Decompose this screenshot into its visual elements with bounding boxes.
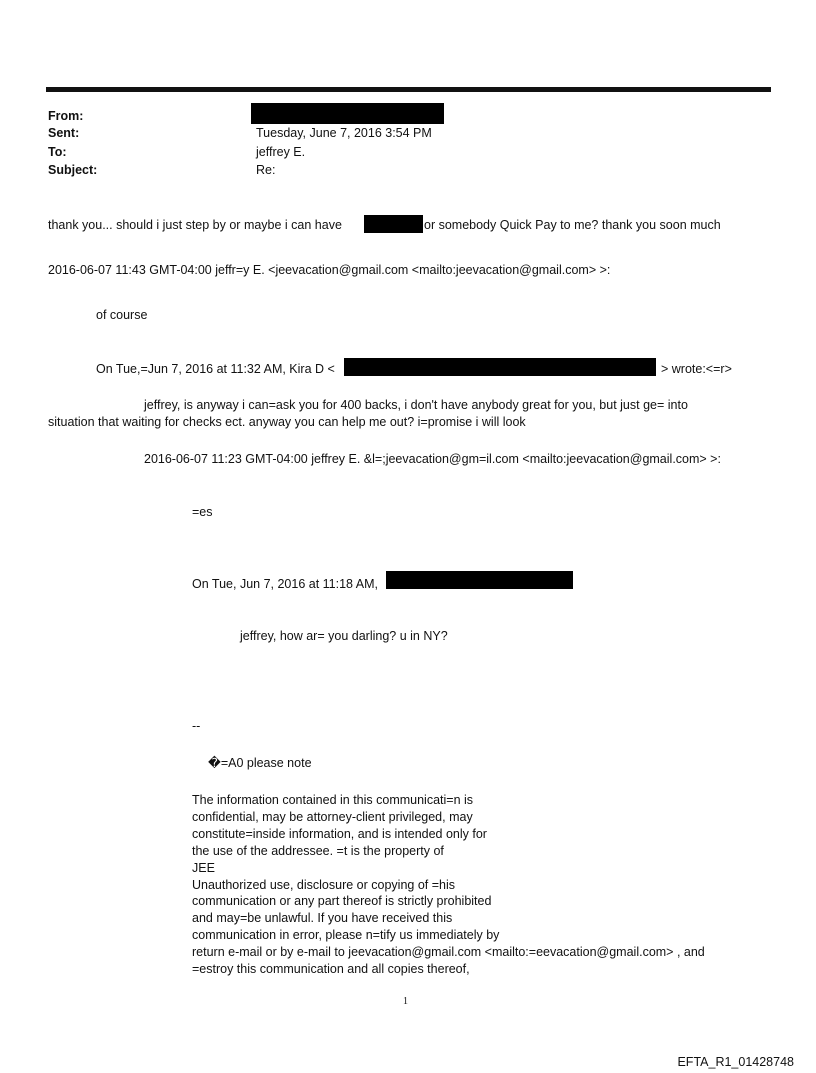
notice-line: and may=be unlawful. If you have received this [192, 911, 453, 926]
quoted-header-3: 2016-06-07 11:23 GMT-04:00 jeffrey E. &l=;jeevacation@gm=il.com <mailto:jeevacation@gmail.com> >: [144, 452, 721, 466]
reply-yes: =es [192, 505, 213, 519]
notice-line: JEE [192, 860, 215, 875]
from-redaction [251, 103, 444, 124]
sent-label: Sent: [48, 126, 80, 140]
notice-line: The information contained in this communicati=n is [192, 793, 474, 807]
signature-separator: -- [192, 719, 201, 733]
notice-line: communication in error, please n=tify us immediately by [192, 928, 500, 943]
bates-number: EFTA_R1_01428748 [677, 1055, 794, 1069]
email-redaction-2 [386, 571, 573, 589]
notice-line: constitute=inside information, and is intended only for [192, 826, 487, 841]
notice-line: =estroy this communication and all copies thereof, [192, 962, 470, 977]
notice-line: return e-mail or by e-mail to jeevacation@gmail.com <mailto:=eevacation@gmail.com> , and [192, 945, 705, 960]
quoted-header-1: 2016-06-07 11:43 GMT-04:00 jeffr=y E. <jeevacation@gmail.com <mailto:jeevacation@gmail.com> >: [48, 263, 611, 277]
quoted-header-2b: > wrote:<=r> [661, 362, 732, 376]
name-redaction-1 [364, 215, 423, 233]
notice-line: Unauthorized use, disclosure or copying of =his [192, 877, 455, 892]
original-message: jeffrey, how ar= you darling? u in NY? [240, 629, 448, 643]
notice-line: confidential, may be attorney-client privileged, may [192, 809, 473, 824]
page-number: 1 [403, 996, 408, 1007]
quoted-header-2a: On Tue,=Jun 7, 2016 at 11:32 AM, Kira D < [96, 362, 335, 376]
from-label: From: [48, 109, 84, 123]
subject-label: Subject: [48, 163, 98, 177]
header-rule [46, 87, 771, 92]
sent-value: Tuesday, June 7, 2016 3:54 PM [256, 126, 432, 140]
quoted-message-line-1: jeffrey, is anyway i can=ask you for 400 backs, i don't have anybody great for you, but just ge= into [144, 398, 688, 412]
body-line-1b: or somebody Quick Pay to me? thank you soon much [424, 218, 721, 232]
email-redaction-1 [344, 358, 656, 376]
body-line-1a: thank you... should i just step by or maybe i can have [48, 218, 342, 232]
to-label: To: [48, 145, 67, 159]
to-value: jeffrey E. [256, 145, 306, 159]
confidentiality-notice [192, 792, 752, 978]
notice-line: communication or any part thereof is strictly prohibited [192, 894, 492, 909]
subject-value: Re: [256, 163, 276, 177]
please-note: �=A0 please note [208, 756, 312, 770]
notice-line: the use of the addressee. =t is the property of [192, 843, 444, 858]
quoted-message-line-2: situation that waiting for checks ect. anyway you can help me out? i=promise i will look [48, 415, 526, 429]
reply-of-course: of course [96, 308, 148, 322]
quoted-header-4: On Tue, Jun 7, 2016 at 11:18 AM, [192, 577, 379, 591]
